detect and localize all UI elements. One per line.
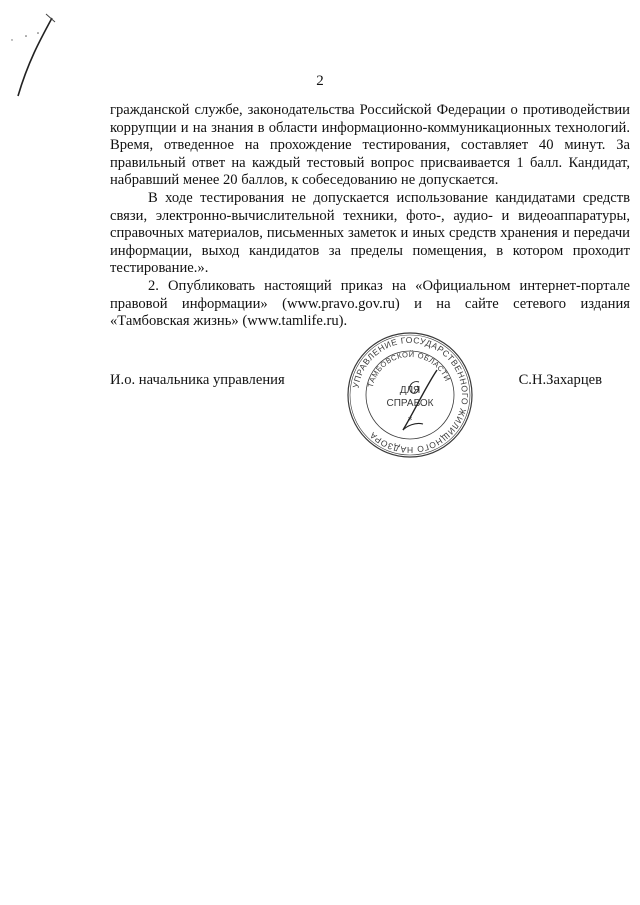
signer-title: И.о. начальника управления — [110, 372, 285, 388]
pen-mark — [0, 0, 80, 110]
paragraph-publication: 2. Опубликовать настоящий приказ на «Официальном интернет-портале правовой информации» (www.pravo.gov.ru) и на сайте сетевого издания «Тамбовская жизнь» (www.tamlife.ru). — [110, 277, 630, 330]
signer-name: С.Н.Захарцев — [518, 372, 602, 388]
paragraph-prohibitions: В ходе тестирования не допускается использование кандидатами средств связи, электронно-вычислительной техники, фото-, аудио- и видеоаппаратуры, справочных материалов, письменных заметок и иных средств хранения и передачи информации, выход кандидатов за пределы помещения, в котором проходит тестирование.». — [110, 189, 630, 277]
svg-text:*: * — [407, 416, 413, 426]
svg-text:СПРАВОК: СПРАВОК — [386, 398, 434, 409]
svg-text:УПРАВЛЕНИЕ ГОСУДАРСТВЕННОГО ЖИ: УПРАВЛЕНИЕ ГОСУДАРСТВЕННОГО ЖИЛИЩНОГО НАДЗОРА — [350, 334, 471, 456]
page-number: 2 — [316, 73, 324, 89]
official-seal — [345, 330, 475, 460]
paragraph-testing-rules: гражданской службе, законодательства Российской Федерации о противодействии коррупции и на знания в области информационно-коммуникационных технологий. Время, отведенное на прохождение тестирования, составляет 40 минут. За правильный ответ на каждый тестовый вопрос присваивается 1 балл. Кандидат, набравший менее 20 баллов, к собеседованию не допускается. — [110, 102, 630, 189]
svg-text:ТАМБОВСКОЙ ОБЛАСТИ: ТАМБОВСКОЙ ОБЛАСТИ — [365, 349, 453, 389]
svg-text:ДЛЯ: ДЛЯ — [399, 385, 421, 396]
document-body — [110, 102, 630, 331]
